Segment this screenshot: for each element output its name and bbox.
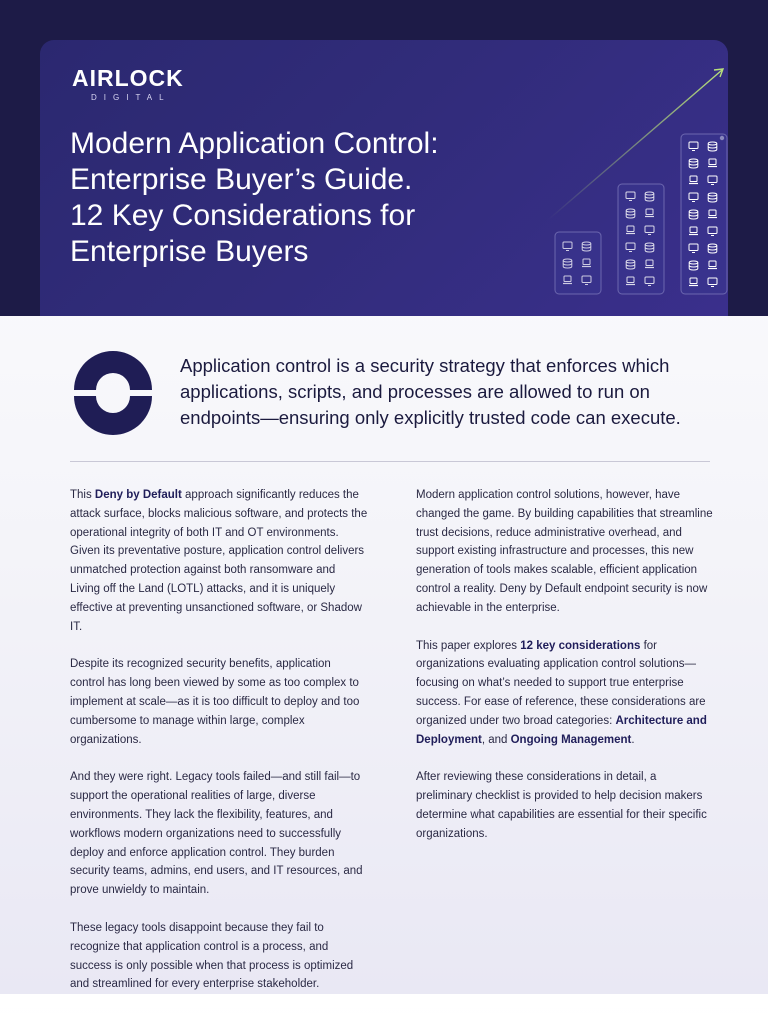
text-run: , and — [481, 733, 511, 746]
text-run: This paper explores — [416, 639, 521, 652]
intro-statement: Application control is a security strategy that enforces which applications, scripts, and processes are allowed to run on endpoints—ensuring only explicitly trusted code can execute. — [180, 355, 681, 428]
emphasis-text: 12 key considerations — [520, 639, 641, 652]
airlock-emblem-icon — [70, 350, 156, 436]
left-column — [70, 486, 368, 1013]
section-divider — [70, 461, 710, 462]
tower-small — [555, 232, 601, 294]
paragraph: After reviewing these considerations in detail, a preliminary checklist is provided to help decision makers determine what capabilities are essential for their specific organizations. — [416, 771, 707, 840]
text-run: . — [631, 733, 635, 746]
paragraph: These legacy tools disappoint because they fail to recognize that application control is a process, and success is only possible when that process is optimized and streamlined for every enterprise stakeholder. — [70, 921, 354, 991]
logo-subtitle: DIGITAL — [91, 93, 171, 102]
growth-towers-illustration — [500, 60, 728, 316]
emphasis-text: Deny by Default — [94, 489, 182, 501]
text-run: approach significantly reduces the attack surface, blocks malicious software, and protects the operational integrity of both IT and OT environments. Given its preventative posture, application control delivers unmatched protection against both ransomware and Living off the Land (LOTL) attacks, and it is uniquely effective at preventing unsanctioned software, or Shadow IT. — [70, 489, 368, 633]
title-line: 12 Key Considerations for — [70, 199, 416, 232]
paragraph: Despite its recognized security benefits, application control has long been viewed by some as too complex to implement at scale—as it is too difficult to deploy and too cumbersome to manage within large, complex organizations. — [70, 658, 360, 746]
text-run: This — [70, 489, 95, 501]
airlock-logo — [72, 66, 184, 102]
title-line: Enterprise Buyers — [70, 235, 309, 268]
emphasis-text: Ongoing Management — [510, 733, 632, 746]
text-run: for organizations evaluating application control solutions—focusing on what’s needed to support true enterprise success. For ease of reference, these considerations are organized under two broad categories: — [416, 639, 706, 727]
paragraph — [70, 486, 368, 636]
paragraph: And they were right. Legacy tools failed—and still fail—to support the operational realities of large, diverse environments. They lack the flexibility, features, and workflows modern organizations need to successfully deploy and enforce application control. They burden security teams, admins, end users, and IT resources, and prove unwieldy to maintain. — [70, 771, 363, 897]
paragraph — [416, 637, 714, 750]
logo-brand: AIRLOCK — [72, 65, 184, 91]
right-column — [416, 486, 714, 863]
title-line: Enterprise Buyer’s Guide. — [70, 163, 413, 196]
tower-large — [681, 134, 727, 294]
emphasis-text: Architecture and Deployment — [416, 714, 707, 746]
title-line: Modern Application Control: — [70, 127, 439, 160]
paragraph: Modern application control solutions, however, have changed the game. By building capabilities that streamline trust decisions, reduce administrative overhead, and support existing infrastructure and processes, this new generation of tools makes scalable, efficient application control a reality. Deny by Default endpoint security is now achievable in the enterprise. — [416, 489, 713, 614]
tower-medium — [618, 184, 664, 294]
page-title — [70, 126, 500, 270]
hero-banner — [40, 40, 728, 316]
